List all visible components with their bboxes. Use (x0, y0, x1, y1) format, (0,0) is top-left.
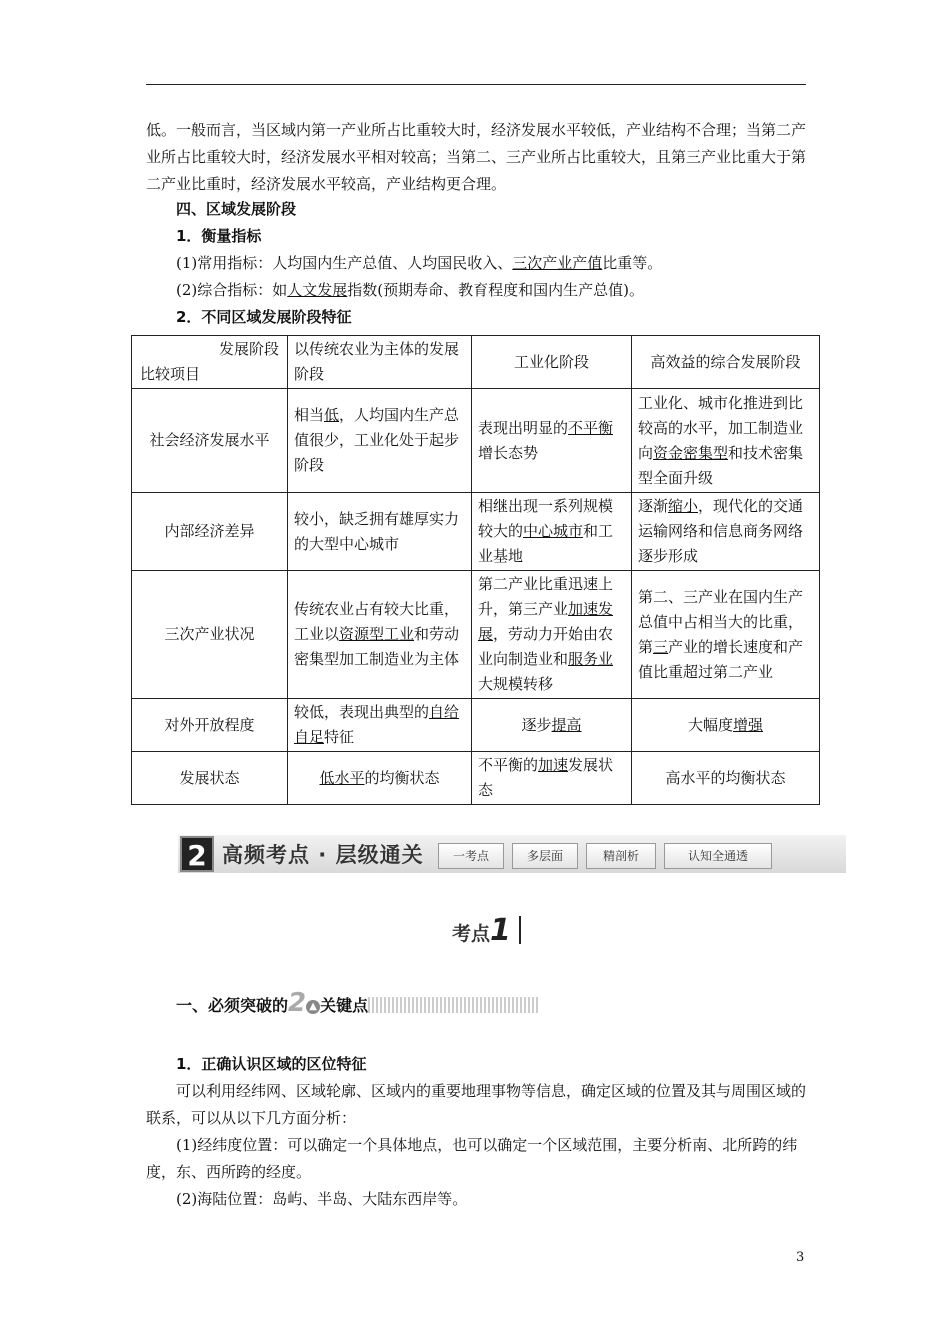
table-row (132, 752, 820, 805)
table-cell: 相当低，人均国内生产总值很少，工业化处于起步阶段 (288, 389, 472, 493)
dotted-decoration (368, 997, 538, 1013)
diag-top-label: 发展阶段 (218, 340, 279, 358)
row-label: 对外开放程度 (132, 699, 288, 752)
row-label: 内部经济差异 (132, 493, 288, 571)
col-header-agriculture: 以传统农业为主体的发展阶段 (288, 336, 472, 389)
table-cell: 大幅度增强 (632, 699, 820, 752)
diagonal-header-cell (132, 336, 288, 389)
row-label: 社会经济发展水平 (132, 389, 288, 493)
sub2-title: 2．不同区域发展阶段特征 (176, 308, 352, 326)
kaodian-number: 1 (490, 913, 511, 948)
banner-tag-one-point: 一考点 (438, 843, 504, 869)
table-cell: 高水平的均衡状态 (632, 752, 820, 805)
banner-tag-multi-level: 多层面 (512, 843, 578, 869)
up-arrow-icon: ▲ (306, 1000, 320, 1014)
banner-tag-full-understanding: 认知全通透 (664, 843, 772, 869)
table-cell: 传统农业占有较大比重，工业以资源型工业和劳动密集型加工制造业为主体 (288, 571, 472, 699)
point1-item2: (2)海陆位置：岛屿、半岛、大陆东西岸等。 (176, 1190, 468, 1208)
common-indicator: (1)常用指标：人均国内生产总值、人均国民收入、三次产业产值比重等。 (176, 254, 663, 272)
table-cell: 低水平的均衡状态 (288, 752, 472, 805)
kaodian-label: 考点 (452, 923, 491, 945)
kaodian-bar (519, 916, 521, 944)
key-count: 2 (288, 988, 307, 1018)
sub1-title: 1．衡量指标 (176, 227, 262, 245)
table-cell: 不平衡的加速发展状态 (472, 752, 632, 805)
banner-title: 高频考点 · 层级通关 (222, 843, 424, 867)
row-label: 三次产业状况 (132, 571, 288, 699)
table-cell: 逐渐缩小，现代化的交通运输网络和信息商务网络逐步形成 (632, 493, 820, 571)
table-cell: 表现出明显的不平衡增长态势 (472, 389, 632, 493)
banner-number-badge: 2 (180, 836, 214, 872)
banner-tag-analysis: 精剖析 (586, 843, 656, 869)
page-number: 3 (796, 1250, 805, 1265)
table-cell: 逐步提高 (472, 699, 632, 752)
key-points-heading: 一、必须突破的2 ▲ 关键点 (176, 988, 538, 1018)
table-row (132, 493, 820, 571)
diag-bottom-label: 比较项目 (140, 365, 201, 383)
table-cell: 第二产业比重迅速上升，第三产业加速发展，劳动力开始由农业向制造业和服务业大规模转移 (472, 571, 632, 699)
table-cell: 第二、三产业在国内生产总值中占相当大的比重，第三产业的增长速度和产值比重超过第二产业 (632, 571, 820, 699)
table-row (132, 571, 820, 699)
table-cell: 较低，表现出典型的自给自足特征 (288, 699, 472, 752)
table-header-row (132, 336, 820, 389)
point1-title: 1．正确认识区域的区位特征 (176, 1055, 367, 1073)
paragraph-top: 低。一般而言，当区域内第一产业所占比重较大时，经济发展水平较低，产业结构不合理；当第二产业所占比重较大时，经济发展水平相对较高；当第二、三产业所占比重较大，且第三产业比重大于第二产业比重时，经济发展水平较高，产业结构更合理。 (146, 121, 807, 193)
composite-indicator: (2)综合指标：如人文发展指数(预期寿命、教育程度和国内生产总值)。 (176, 281, 644, 299)
table-row (132, 699, 820, 752)
table-row (132, 389, 820, 493)
table-cell: 工业化、城市化推进到比较高的水平，加工制造业向资金密集型和技术密集型全面升级 (632, 389, 820, 493)
table-cell: 较小，缺乏拥有雄厚实力的大型中心城市 (288, 493, 472, 571)
point1-item1: (1)经纬度位置：可以确定一个具体地点，也可以确定一个区域范围，主要分析南、北所跨的纬度，东、西所跨的经度。 (146, 1136, 798, 1181)
header-rule (146, 84, 806, 85)
section-banner (178, 835, 846, 873)
kaodian-heading (452, 913, 521, 948)
col-header-comprehensive: 高效益的综合发展阶段 (632, 336, 820, 389)
stage-comparison-table (131, 335, 820, 805)
row-label: 发展状态 (132, 752, 288, 805)
table-cell: 相继出现一系列规模较大的中心城市和工业基地 (472, 493, 632, 571)
col-header-industrialization: 工业化阶段 (472, 336, 632, 389)
section4-title: 四、区域发展阶段 (176, 200, 297, 218)
point1-intro: 可以利用经纬网、区域轮廓、区域内的重要地理事物等信息，确定区域的位置及其与周围区域的联系，可以从以下几方面分析： (146, 1082, 807, 1127)
